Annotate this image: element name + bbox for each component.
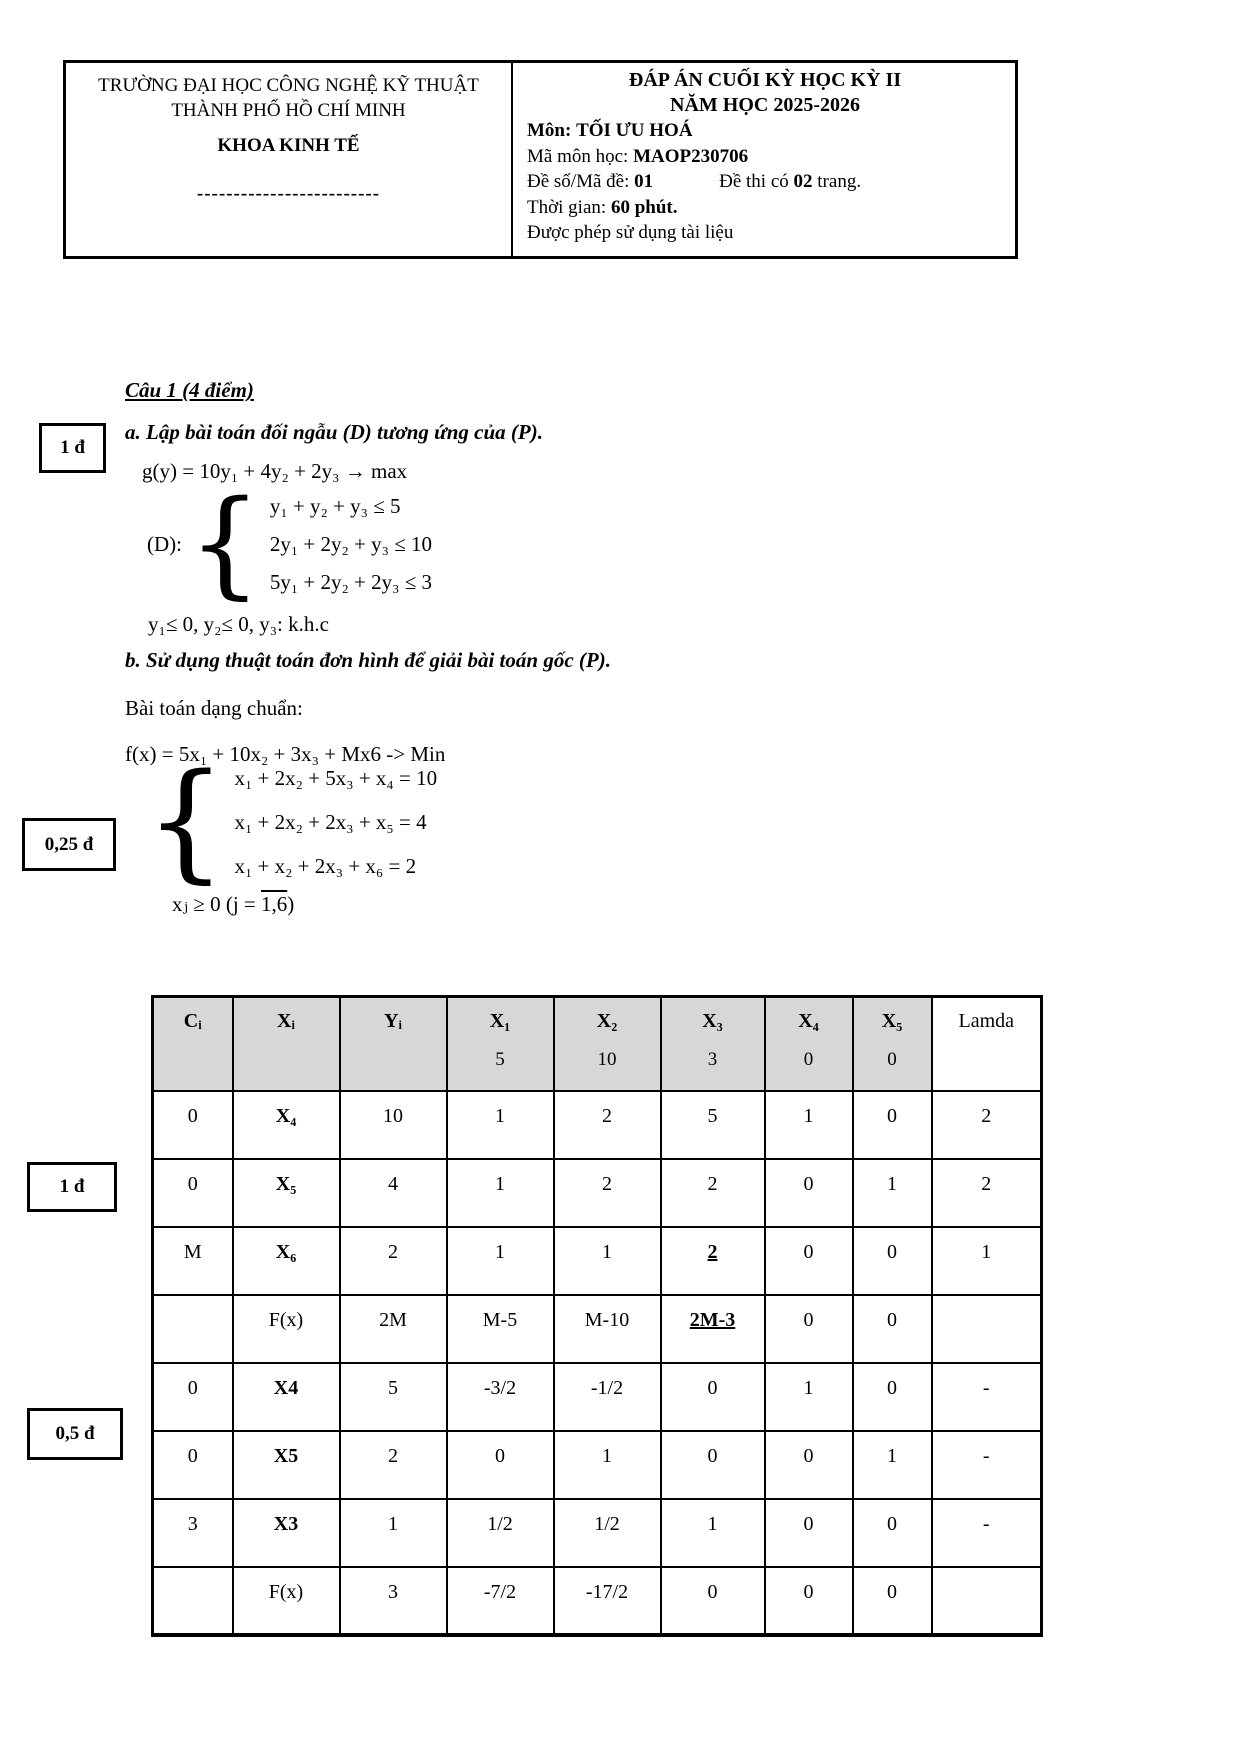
header-coef: 0 xyxy=(887,1049,897,1070)
standard-form-label: Bài toán dạng chuẩn: xyxy=(125,696,303,720)
table-row xyxy=(153,1295,1042,1363)
column-header xyxy=(447,997,554,1091)
cell-value: 4 xyxy=(388,1172,398,1195)
table-cell xyxy=(853,1363,932,1431)
table-cell xyxy=(765,1227,853,1295)
left-brace: { xyxy=(188,476,262,611)
pages-value: 02 xyxy=(793,171,813,192)
exam-number-value: 01 xyxy=(634,171,654,192)
course-code-label: Mã môn học: xyxy=(527,145,629,167)
dual-objective: g(y) = 10y₁ + 4y₂ + 2y₃ → max xyxy=(142,459,408,483)
primal-constraints xyxy=(234,756,437,888)
table-cell xyxy=(554,1363,661,1431)
constraint-line: x₁ + 2x₂ + 5x₃ + x₄ = 10 xyxy=(234,766,438,790)
table-cell xyxy=(340,1431,447,1499)
cell-value: 3 xyxy=(187,1512,198,1535)
table-cell xyxy=(233,1159,340,1227)
exam-header-box xyxy=(63,60,1018,259)
cell-value: 0 xyxy=(887,1376,897,1399)
table-cell xyxy=(853,1227,932,1295)
header-label: X₁ xyxy=(489,1010,511,1032)
table-row xyxy=(153,1431,1042,1499)
table-cell xyxy=(853,1295,932,1363)
table-cell xyxy=(853,1091,932,1159)
dual-sign-conditions: y₁≤ 0, y₂≤ 0, y₃: k.h.c xyxy=(148,612,329,636)
exam-title-line1: ĐÁP ÁN CUỐI KỲ HỌC KỲ II xyxy=(628,69,902,91)
column-header xyxy=(853,997,932,1091)
table-cell xyxy=(447,1499,554,1567)
table-cell xyxy=(233,1431,340,1499)
table-cell xyxy=(233,1227,340,1295)
cell-value: M-10 xyxy=(584,1308,630,1331)
simplex-table-body xyxy=(153,1091,1042,1635)
table-cell xyxy=(447,1431,554,1499)
table-cell xyxy=(932,1159,1042,1227)
cell-value: 0 xyxy=(803,1512,814,1535)
table-cell xyxy=(153,1159,233,1227)
primal-objective: f(x) = 5x₁ + 10x₂ + 3x₃ + Mx6 -> Min xyxy=(125,742,446,766)
exam-info-block xyxy=(513,63,1015,256)
table-cell xyxy=(153,1091,233,1159)
table-cell xyxy=(661,1499,765,1567)
cell-value: X3 xyxy=(273,1512,299,1535)
cell-value: 1 xyxy=(803,1104,814,1127)
nonneg-prefix: xⱼ ≥ 0 (j = xyxy=(172,892,261,916)
cell-value: 3 xyxy=(388,1580,398,1603)
table-cell xyxy=(932,1091,1042,1159)
column-header xyxy=(661,997,765,1091)
table-cell xyxy=(932,1499,1042,1567)
dual-constraint-system xyxy=(147,476,432,611)
cell-value: 1/2 xyxy=(594,1512,620,1535)
cell-value: 1/2 xyxy=(487,1512,513,1535)
header-label: Lamda xyxy=(958,1010,1015,1032)
cell-value: 0 xyxy=(707,1376,718,1399)
table-cell xyxy=(661,1567,765,1635)
table-cell xyxy=(447,1295,554,1363)
constraint-line: 2y₁ + 2y₂ + y₃ ≤ 10 xyxy=(269,532,432,556)
column-header xyxy=(554,997,661,1091)
mark-box-1: 1 đ xyxy=(39,423,106,473)
column-header xyxy=(340,997,447,1091)
cell-value: 1 xyxy=(602,1444,612,1467)
cell-value: 1 xyxy=(803,1376,814,1399)
column-header xyxy=(233,997,340,1091)
cell-value: 2M-3 xyxy=(689,1308,736,1331)
subject-value: TỐI ƯU HOÁ xyxy=(576,120,693,141)
cell-value: - xyxy=(982,1376,990,1399)
left-brace: { xyxy=(145,747,227,896)
cell-value: X₆ xyxy=(275,1240,297,1263)
table-cell xyxy=(554,1091,661,1159)
exam-number-line xyxy=(527,169,1003,195)
faculty-name: KHOA KINH TẾ xyxy=(217,135,360,156)
table-cell xyxy=(153,1499,233,1567)
cell-value: 2 xyxy=(388,1240,398,1263)
cell-value: X₅ xyxy=(275,1172,297,1195)
table-row xyxy=(153,1499,1042,1567)
exam-title-line2: NĂM HỌC 2025-2026 xyxy=(670,94,860,116)
table-cell xyxy=(765,1091,853,1159)
cell-value: X4 xyxy=(273,1376,299,1399)
course-code-line xyxy=(527,144,1003,170)
table-cell xyxy=(765,1363,853,1431)
simplex-table xyxy=(151,995,1043,1637)
table-cell xyxy=(233,1295,340,1363)
cell-value: 1 xyxy=(495,1104,505,1127)
table-cell xyxy=(447,1159,554,1227)
cell-value: F(x) xyxy=(268,1580,304,1603)
pages-suffix: trang. xyxy=(817,171,862,192)
cell-value: - xyxy=(982,1512,990,1535)
cell-value: 0 xyxy=(803,1580,814,1603)
cell-value: 2 xyxy=(981,1104,992,1127)
table-cell xyxy=(661,1091,765,1159)
cell-value: 2 xyxy=(981,1172,992,1195)
header-label: X₂ xyxy=(596,1010,618,1032)
nonneg-suffix: ) xyxy=(287,892,295,916)
divider-dashes: ------------------------- xyxy=(196,183,381,204)
table-cell xyxy=(765,1431,853,1499)
table-cell xyxy=(340,1567,447,1635)
column-header xyxy=(153,997,233,1091)
table-cell xyxy=(661,1159,765,1227)
part-a-title: a. Lập bài toán đối ngẫu (D) tương ứng của (P). xyxy=(125,420,543,444)
cell-value: 0 xyxy=(887,1240,897,1263)
table-row xyxy=(153,1091,1042,1159)
question-heading: Câu 1 (4 điểm) xyxy=(125,378,254,402)
table-cell xyxy=(853,1499,932,1567)
table-row xyxy=(153,1159,1042,1227)
header-coef: 5 xyxy=(495,1049,505,1070)
time-label: Thời gian: xyxy=(527,196,607,218)
cell-value: 0 xyxy=(887,1308,897,1331)
cell-value: 1 xyxy=(707,1512,718,1535)
cell-value: -1/2 xyxy=(590,1376,624,1399)
column-header xyxy=(765,997,853,1091)
table-cell xyxy=(932,1295,1042,1363)
cell-value: 2 xyxy=(388,1444,398,1467)
table-cell xyxy=(554,1159,661,1227)
cell-value: 0 xyxy=(187,1172,198,1195)
table-cell xyxy=(153,1363,233,1431)
cell-value: 1 xyxy=(495,1240,505,1263)
table-cell xyxy=(340,1159,447,1227)
header-label: X₄ xyxy=(798,1010,819,1032)
table-cell xyxy=(233,1567,340,1635)
materials-line: Được phép sử dụng tài liệu xyxy=(527,222,734,243)
cell-value: -7/2 xyxy=(483,1580,517,1603)
cell-value: 2 xyxy=(707,1240,718,1263)
nonnegativity-condition xyxy=(172,892,294,917)
header-coef: 0 xyxy=(803,1049,814,1070)
exam-number-label: Đề số/Mã đề: xyxy=(527,171,630,192)
cell-value: 1 xyxy=(602,1240,612,1263)
constraint-line: 5y₁ + 2y₂ + 2y₃ ≤ 3 xyxy=(269,570,432,594)
cell-value: 1 xyxy=(887,1444,897,1467)
table-cell xyxy=(554,1499,661,1567)
constraint-line: x₁ + 2x₂ + 2x₃ + x₅ = 4 xyxy=(234,810,427,834)
table-cell xyxy=(661,1363,765,1431)
cell-value: 5 xyxy=(388,1376,398,1399)
header-label: Cᵢ xyxy=(183,1010,202,1032)
part-b-title: b. Sử dụng thuật toán đơn hình để giải bài toán gốc (P). xyxy=(125,648,611,672)
cell-value: 0 xyxy=(887,1104,897,1127)
cell-value: 2 xyxy=(602,1104,612,1127)
nonneg-range: 1,6 xyxy=(261,892,288,916)
table-cell xyxy=(765,1567,853,1635)
table-cell xyxy=(932,1567,1042,1635)
cell-value: 1 xyxy=(981,1240,992,1263)
column-header xyxy=(932,997,1042,1091)
header-coef: 3 xyxy=(707,1049,718,1070)
header-label: Xᵢ xyxy=(277,1010,295,1032)
university-name-line1: TRƯỜNG ĐẠI HỌC CÔNG NGHỆ KỸ THUẬT xyxy=(98,75,479,96)
table-cell xyxy=(765,1159,853,1227)
cell-value: M-5 xyxy=(482,1308,518,1331)
table-cell xyxy=(554,1567,661,1635)
table-cell xyxy=(153,1227,233,1295)
table-cell xyxy=(447,1091,554,1159)
table-cell xyxy=(853,1431,932,1499)
cell-value: 2 xyxy=(707,1172,718,1195)
cell-value: 0 xyxy=(803,1308,814,1331)
table-row xyxy=(153,1227,1042,1295)
header-label: Yᵢ xyxy=(384,1010,402,1032)
cell-value: 0 xyxy=(887,1512,897,1535)
table-cell xyxy=(233,1091,340,1159)
constraint-line: y₁ + y₂ + y₃ ≤ 5 xyxy=(269,494,401,518)
table-cell xyxy=(447,1567,554,1635)
header-row xyxy=(153,997,1042,1091)
course-code-value: MAOP230706 xyxy=(633,145,749,167)
table-cell xyxy=(932,1431,1042,1499)
table-cell xyxy=(932,1363,1042,1431)
table-cell xyxy=(153,1295,233,1363)
constraint-line: x₁ + x₂ + 2x₃ + x₆ = 2 xyxy=(234,854,417,878)
table-cell xyxy=(233,1499,340,1567)
table-cell xyxy=(447,1227,554,1295)
cell-value: 1 xyxy=(495,1172,505,1195)
time-value: 60 phút. xyxy=(610,196,678,218)
cell-value: 10 xyxy=(383,1104,403,1127)
table-cell xyxy=(340,1295,447,1363)
table-cell xyxy=(340,1363,447,1431)
simplex-table-header xyxy=(153,997,1042,1091)
cell-value: X5 xyxy=(273,1444,299,1467)
mark-box-3: 1 đ xyxy=(27,1162,117,1212)
cell-value: 2M xyxy=(379,1308,407,1331)
table-row xyxy=(153,1363,1042,1431)
table-cell xyxy=(765,1499,853,1567)
cell-value: 0 xyxy=(803,1444,814,1467)
cell-value: F(x) xyxy=(268,1308,304,1331)
cell-value: - xyxy=(982,1444,990,1467)
table-cell xyxy=(340,1227,447,1295)
table-cell xyxy=(447,1363,554,1431)
subject-label: Môn: xyxy=(527,120,572,141)
table-cell xyxy=(554,1295,661,1363)
cell-value: 0 xyxy=(187,1104,198,1127)
cell-value: 0 xyxy=(187,1376,198,1399)
table-cell xyxy=(340,1091,447,1159)
table-cell xyxy=(853,1159,932,1227)
cell-value: 0 xyxy=(707,1444,718,1467)
table-cell xyxy=(340,1499,447,1567)
table-cell xyxy=(932,1227,1042,1295)
cell-value: 5 xyxy=(707,1104,718,1127)
table-cell xyxy=(765,1295,853,1363)
mark-box-2: 0,25 đ xyxy=(22,818,116,871)
table-cell xyxy=(853,1567,932,1635)
table-cell xyxy=(153,1567,233,1635)
table-cell xyxy=(661,1431,765,1499)
dual-constraints xyxy=(270,487,432,601)
subject-line xyxy=(527,118,1003,144)
cell-value: 1 xyxy=(887,1172,897,1195)
pages-prefix: Đề thi có xyxy=(719,171,789,192)
header-coef: 10 xyxy=(597,1049,617,1070)
cell-value: 0 xyxy=(887,1580,897,1603)
cell-value: 0 xyxy=(187,1444,198,1467)
header-label: X₃ xyxy=(702,1010,723,1032)
cell-value: 0 xyxy=(803,1172,814,1195)
time-line xyxy=(527,195,1003,221)
table-cell xyxy=(153,1431,233,1499)
table-row xyxy=(153,1567,1042,1635)
cell-value: 1 xyxy=(388,1512,398,1535)
cell-value: 0 xyxy=(803,1240,814,1263)
mark-box-4: 0,5 đ xyxy=(27,1408,123,1460)
table-cell xyxy=(233,1363,340,1431)
table-cell xyxy=(554,1431,661,1499)
cell-value: X₄ xyxy=(275,1104,297,1127)
table-cell xyxy=(554,1227,661,1295)
cell-value: -3/2 xyxy=(483,1376,517,1399)
table-cell xyxy=(661,1295,765,1363)
cell-value: -17/2 xyxy=(585,1580,629,1603)
header-label: X₅ xyxy=(881,1010,903,1032)
university-name-line2: THÀNH PHỐ HỒ CHÍ MINH xyxy=(171,100,406,121)
cell-value: M xyxy=(183,1240,202,1263)
cell-value: 0 xyxy=(707,1580,718,1603)
cell-value: 2 xyxy=(602,1172,612,1195)
dual-label: (D): xyxy=(147,531,182,556)
university-block xyxy=(66,63,513,256)
table-cell xyxy=(661,1227,765,1295)
cell-value: 0 xyxy=(495,1444,505,1467)
